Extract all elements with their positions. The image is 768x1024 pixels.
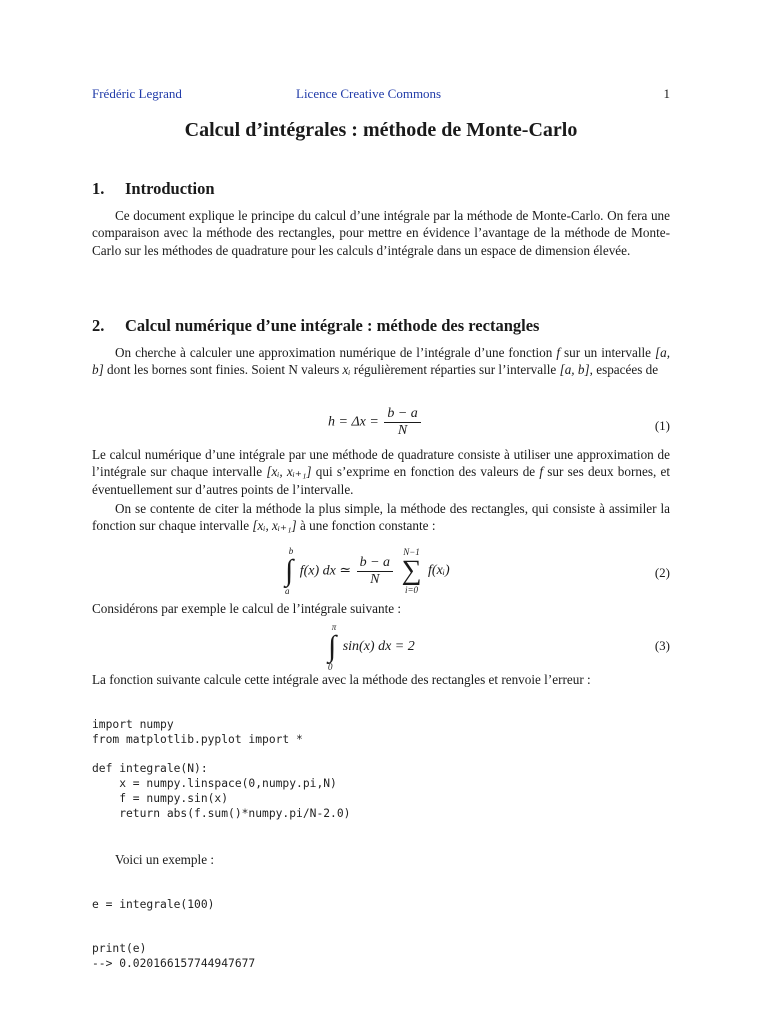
summation-sign: N−1 ∑ i=0 — [401, 547, 422, 595]
section-number: 1. — [92, 179, 105, 198]
header-license: Licence Creative Commons — [296, 86, 442, 101]
page-header — [92, 86, 670, 104]
integral-upper-bound: b — [288, 546, 294, 556]
integrand: f(x) dx ≃ — [299, 563, 352, 579]
integral-upper-bound: π — [331, 622, 337, 632]
math-inline: f — [556, 345, 560, 360]
paragraph-rectangle-method — [92, 500, 670, 535]
fraction — [357, 555, 393, 588]
code-block-integrale: import numpy from matplotlib.pyplot import * def integrale(N): x = numpy.linspace(0,numpy.pi,N) f = numpy.sin(x) return abs(f.sum()*numpy.pi/N-2.0) — [92, 718, 351, 820]
math-inline: [xᵢ, xᵢ₊₁] — [252, 518, 297, 534]
sum-upper-bound: N−1 — [403, 547, 420, 557]
fraction-denominator: N — [397, 423, 408, 438]
math-inline: [a, b] — [559, 362, 590, 378]
document-title: Calcul d’intégrales : méthode de Monte-Carlo — [184, 119, 578, 141]
section-title-text: Calcul numérique d’une intégrale : méthode des rectangles — [125, 316, 540, 335]
page-number: 1 — [663, 86, 670, 101]
math-inline: [xᵢ, xᵢ₊₁] — [266, 464, 312, 480]
integral-lower-bound: a — [285, 586, 290, 596]
equation-number: (2) — [654, 565, 670, 580]
integral-sign: π ∫ 0 — [328, 622, 337, 672]
text-run: dont les bornes sont finies. Soient N valeurs — [107, 362, 340, 378]
equation-3 — [92, 622, 670, 670]
text-run: qui s’exprime en fonction des valeurs de — [315, 464, 536, 480]
document-page — [92, 0, 670, 1024]
math-inline: xᵢ — [342, 362, 351, 378]
intro-paragraph: Ce document explique le principe du calcul d’une intégrale par la méthode de Monte-Carlo. On fera une comparaison avec la méthode des rectangles, pour mettre en évidence l’avantage de la méthode de Monte-Carlo sur les méthodes de quadrature pour les calculs d’intégrale dans un espace de dimension élevée. — [92, 208, 670, 258]
fraction-numerator: b − a — [384, 406, 420, 423]
text-run: On se contente de citer la méthode la plus simple, la méthode des rectangles, qui consiste à assimiler la fonction sur chaque intervalle — [92, 501, 670, 534]
equation-1 — [92, 406, 670, 446]
fraction — [384, 406, 420, 439]
paragraph-function-intro: La fonction suivante calcule cette intégrale avec la méthode des rectangles et renvoie l’erreur : — [92, 672, 591, 687]
section-heading-rectangles — [92, 316, 539, 336]
integral-lower-bound: 0 — [328, 662, 333, 672]
sum-term: f(xᵢ) — [428, 563, 450, 578]
equation-lhs: h = Δx = — [328, 414, 379, 430]
paragraph-example-intro: Considérons par exemple le calcul de l’intégrale suivante : — [92, 601, 402, 616]
sum-lower-bound: i=0 — [404, 585, 419, 595]
paragraph-quadrature — [92, 446, 670, 498]
code-block-call: e = integrale(100) — [92, 898, 215, 911]
math-inline: f — [539, 464, 544, 480]
text-run: sur un intervalle — [563, 345, 652, 360]
fraction-denominator: N — [370, 571, 380, 587]
header-author: Frédéric Legrand — [92, 86, 182, 101]
section-heading-introduction — [92, 179, 215, 199]
fraction-numerator: b − a — [357, 555, 393, 572]
integral-sign: b ∫ a — [285, 546, 294, 596]
code-block-output: print(e) --> 0.020166157744947677 — [92, 942, 256, 970]
text-run: sur ses deux bornes, et éventuellement sur d’autres points de l’intervalle. — [92, 464, 670, 497]
text-run: régulièrement réparties sur l’intervalle — [353, 362, 557, 378]
paragraph-definition — [92, 344, 670, 379]
equation-number: (1) — [654, 418, 670, 433]
integrand: sin(x) dx = 2 — [342, 639, 415, 654]
text-run: Le calcul numérique d’une intégrale par une méthode de quadrature consiste à utiliser une approximation de l’intégrale sur chaque intervalle — [92, 447, 670, 480]
section-number: 2. — [92, 316, 105, 335]
equation-number: (3) — [654, 638, 670, 653]
section-title-text: Introduction — [125, 179, 215, 198]
text-run: On cherche à calculer une approximation numérique de l’intégrale d’une fonction — [115, 345, 553, 360]
paragraph-example: Voici un exemple : — [115, 852, 215, 867]
equation-2 — [92, 546, 670, 600]
text-run: à une fonction constante : — [299, 518, 436, 534]
text-run: , espacées de — [589, 362, 659, 378]
math-inline: [a, b] — [92, 345, 671, 378]
